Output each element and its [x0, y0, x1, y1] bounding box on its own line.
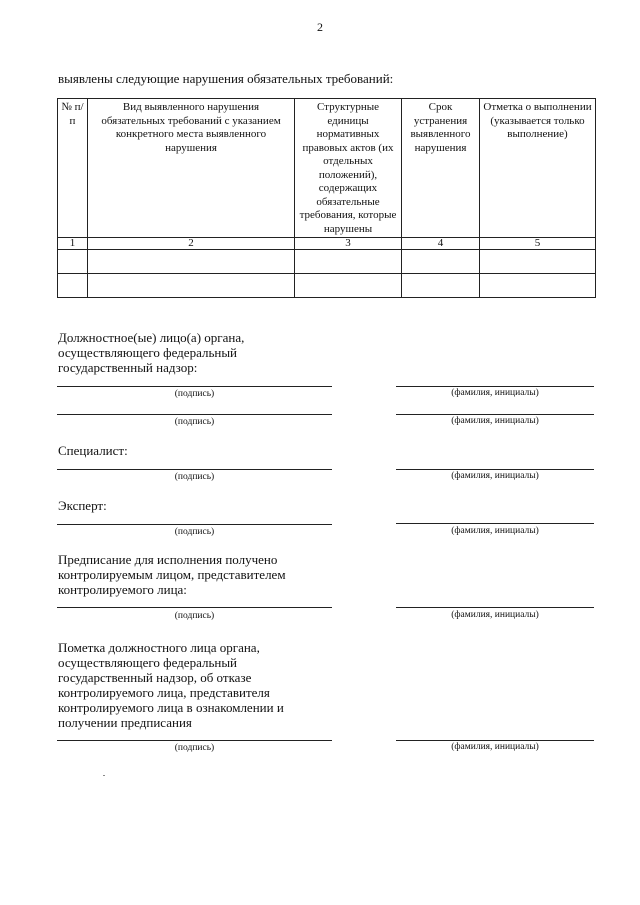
table-row [58, 250, 596, 274]
name-line[interactable] [396, 386, 594, 387]
table-cell[interactable] [58, 250, 88, 274]
signature-caption: (подпись) [174, 389, 215, 399]
table-cell[interactable] [402, 274, 480, 298]
col-number-3: 3 [295, 238, 402, 250]
refusal-note-label: Пометка должностного лица органа, осуществляющего федеральный государственный надзор, об отказе контролируемого лица, представителя контролируемого лица в ознакомлении и получении предписания [58, 640, 284, 730]
signature-line[interactable] [57, 469, 332, 470]
header-number: № п/п [58, 99, 88, 238]
col-number-2: 2 [88, 238, 295, 250]
signature-caption: (подпись) [174, 472, 215, 482]
name-line[interactable] [396, 523, 594, 524]
table-cell[interactable] [402, 250, 480, 274]
page-number: 2 [317, 20, 323, 34]
signature-line[interactable] [57, 386, 332, 387]
table-header-row [58, 99, 596, 238]
name-line[interactable] [396, 607, 594, 608]
col-number-5: 5 [480, 238, 596, 250]
signature-line[interactable] [57, 740, 332, 741]
intro-text: выявлены следующие нарушения обязательных требований: [58, 71, 394, 86]
header-deadline: Срок устранения выявленного нарушения [402, 99, 480, 238]
specialist-label: Специалист: [58, 443, 128, 458]
name-line[interactable] [396, 740, 594, 741]
expert-label: Эксперт: [58, 498, 107, 513]
table-cell[interactable] [88, 250, 295, 274]
table-row [58, 274, 596, 298]
name-line[interactable] [396, 469, 594, 470]
signature-line[interactable] [57, 414, 332, 415]
scan-speck [103, 775, 105, 776]
violations-table [57, 98, 596, 298]
table-numbering-row [58, 238, 596, 250]
name-line[interactable] [396, 414, 594, 415]
name-caption: (фамилия, инициалы) [451, 416, 539, 426]
name-caption: (фамилия, инициалы) [451, 526, 539, 536]
table-cell[interactable] [58, 274, 88, 298]
officials-label: Должностное(ые) лицо(а) органа, осуществляющего федеральный государственный надзор: [58, 330, 245, 375]
signature-caption: (подпись) [174, 743, 215, 753]
col-number-1: 1 [58, 238, 88, 250]
table-cell[interactable] [295, 274, 402, 298]
header-legal-units: Структурные единицы нормативных правовых актов (их отдельных положений), содержащих обязательные требования, которые нарушены [295, 99, 402, 238]
prescription-label: Предписание для исполнения получено контролируемым лицом, представителем контролируемого лица: [58, 552, 286, 597]
signature-line[interactable] [57, 524, 332, 525]
table-cell[interactable] [88, 274, 295, 298]
header-violation-type: Вид выявленного нарушения обязательных требований с указанием конкретного места выявленного нарушения [88, 99, 295, 238]
signature-caption: (подпись) [174, 527, 215, 537]
name-caption: (фамилия, инициалы) [451, 610, 539, 620]
signature-line[interactable] [57, 607, 332, 608]
col-number-4: 4 [402, 238, 480, 250]
name-caption: (фамилия, инициалы) [451, 471, 539, 481]
table-cell[interactable] [480, 250, 596, 274]
signature-caption: (подпись) [174, 417, 215, 427]
name-caption: (фамилия, инициалы) [451, 742, 539, 752]
table-cell[interactable] [480, 274, 596, 298]
table-cell[interactable] [295, 250, 402, 274]
header-completion-mark: Отметка о выполнении (указывается только выполнение) [480, 99, 596, 238]
name-caption: (фамилия, инициалы) [451, 388, 539, 398]
signature-caption: (подпись) [174, 611, 215, 621]
